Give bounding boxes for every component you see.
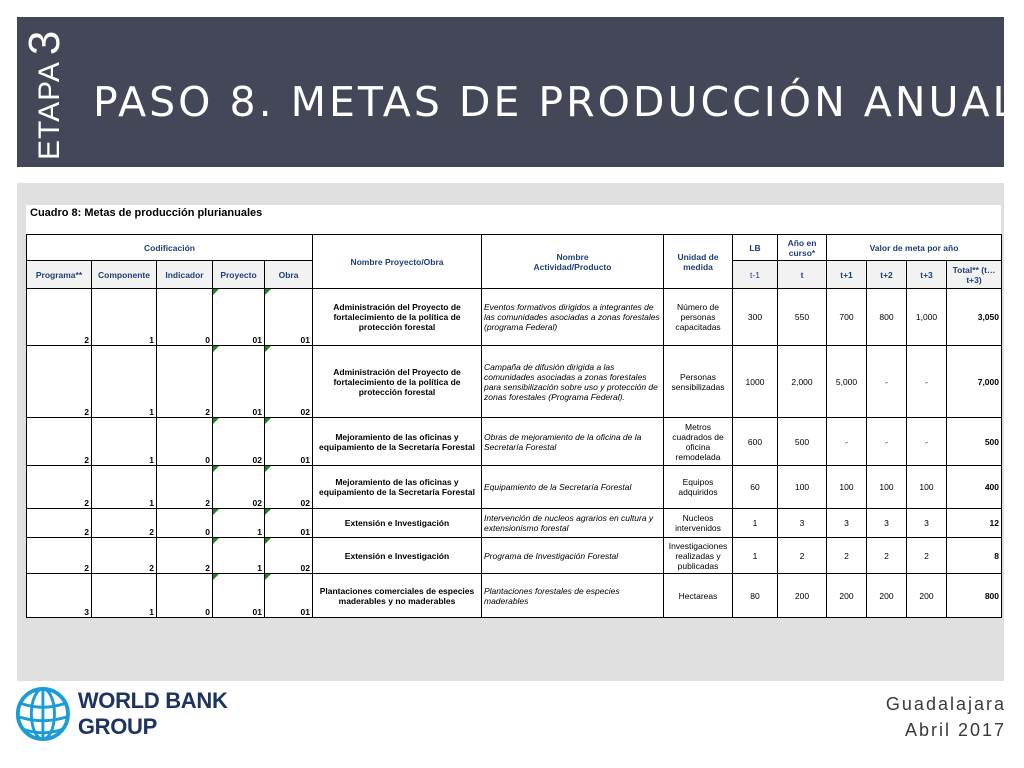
cell-t-minus-1: 80 [733, 574, 778, 618]
header-nombre-proyecto: Nombre Proyecto/Obra [313, 235, 482, 289]
cell-programa: 2 [27, 509, 92, 538]
header-programa: Programa** [27, 261, 92, 289]
cell-t-plus-1: 700 [827, 289, 867, 346]
cell-actividad: Equipamiento de la Secretaría Forestal [482, 466, 664, 509]
header-proyecto: Proyecto [213, 261, 265, 289]
header-total: Total** (t…t+3) [947, 261, 1002, 289]
cell-total: 800 [947, 574, 1002, 618]
cell-unidad: Metros cuadrados de oficina remodelada [664, 418, 733, 466]
footer-date: Abril 2017 [904, 720, 1006, 740]
cell-actividad: Programa de Investigación Forestal [482, 538, 664, 574]
cell-nombre-proyecto: Mejoramiento de las oficinas y equipamiento de la Secretaría Forestal [313, 418, 482, 466]
header-t-plus-2: t+2 [867, 261, 907, 289]
cell-indicador: 0 [157, 574, 213, 618]
cell-t-plus-1: 200 [827, 574, 867, 618]
cell-nombre-proyecto: Mejoramiento de las oficinas y equipamiento de la Secretaría Forestal [313, 466, 482, 509]
footer-city: Guadalajara [885, 694, 1006, 714]
cell-t-minus-1: 600 [733, 418, 778, 466]
cell-indicador: 2 [157, 466, 213, 509]
cell-nombre-proyecto: Extensión e Investigación [313, 509, 482, 538]
cell-t: 3 [778, 509, 827, 538]
table-row [27, 418, 1002, 466]
cell-t-plus-1: - [827, 418, 867, 466]
cell-t-minus-1: 300 [733, 289, 778, 346]
table-row [27, 574, 1002, 618]
cell-proyecto: 02 [213, 466, 265, 509]
header-valor-meta: Valor de meta por año [827, 235, 1002, 261]
header-codificacion: Codificación [27, 235, 313, 261]
table-row [27, 289, 1002, 346]
table-row [27, 538, 1002, 574]
header-anio-curso: Año en curso* [778, 235, 827, 261]
cell-total: 7,000 [947, 346, 1002, 418]
header-componente: Componente [92, 261, 157, 289]
cell-t: 200 [778, 574, 827, 618]
cell-t-plus-3: 3 [907, 509, 947, 538]
cell-programa: 2 [27, 289, 92, 346]
header-t-plus-1: t+1 [827, 261, 867, 289]
cell-indicador: 0 [157, 289, 213, 346]
cell-componente: 1 [92, 289, 157, 346]
cell-proyecto: 01 [213, 289, 265, 346]
cell-programa: 2 [27, 538, 92, 574]
cell-proyecto: 02 [213, 418, 265, 466]
cell-actividad: Plantaciones forestales de especies maderables [482, 574, 664, 618]
cell-t-plus-2: 100 [867, 466, 907, 509]
cell-actividad: Intervención de nucleos agrarios en cultura y extensionismo forestal [482, 509, 664, 538]
cell-obra: 01 [265, 509, 313, 538]
cell-actividad: Eventos formativos dirigidos a integrantes de las comunidades asociadas a zonas forestales (programa Federal) [482, 289, 664, 346]
slide-title: PASO 8. METAS DE PRODUCCIÓN ANUAL [93, 78, 1019, 126]
cell-proyecto: 01 [213, 346, 265, 418]
table-caption: Cuadro 8: Metas de producción plurianuales [30, 207, 263, 219]
cell-unidad: Hectareas [664, 574, 733, 618]
cell-componente: 2 [92, 538, 157, 574]
cell-componente: 2 [92, 509, 157, 538]
cell-obra: 01 [265, 418, 313, 466]
cell-t-plus-2: 2 [867, 538, 907, 574]
cell-programa: 2 [27, 418, 92, 466]
cell-unidad: Nucleos intervenidos [664, 509, 733, 538]
header-nombre-actividad-line2: Actividad/Producto [533, 261, 612, 272]
cell-unidad: Número de personas capacitadas [664, 289, 733, 346]
cell-t: 550 [778, 289, 827, 346]
header-t-minus-1: t-1 [733, 261, 778, 289]
cell-proyecto: 01 [213, 574, 265, 618]
cell-t: 2,000 [778, 346, 827, 418]
cell-t-plus-3: - [907, 346, 947, 418]
cell-obra: 02 [265, 538, 313, 574]
cell-programa: 2 [27, 346, 92, 418]
header-obra: Obra [265, 261, 313, 289]
cell-indicador: 0 [157, 418, 213, 466]
cell-indicador: 2 [157, 538, 213, 574]
cell-unidad: Personas sensibilizadas [664, 346, 733, 418]
cell-indicador: 2 [157, 346, 213, 418]
cell-t-plus-3: 200 [907, 574, 947, 618]
cell-total: 400 [947, 466, 1002, 509]
header-nombre-actividad-line1: Nombre [556, 251, 589, 262]
cell-indicador: 0 [157, 509, 213, 538]
cell-programa: 3 [27, 574, 92, 618]
cell-t-plus-2: 200 [867, 574, 907, 618]
cell-t-plus-2: - [867, 418, 907, 466]
cell-unidad: Equipos adquiridos [664, 466, 733, 509]
table-row [27, 466, 1002, 509]
globe-icon [14, 684, 72, 744]
cell-t: 2 [778, 538, 827, 574]
cell-componente: 1 [92, 418, 157, 466]
cell-t-plus-1: 3 [827, 509, 867, 538]
cell-obra: 01 [265, 574, 313, 618]
cell-t-plus-3: 1,000 [907, 289, 947, 346]
cell-total: 12 [947, 509, 1002, 538]
cell-t-plus-1: 100 [827, 466, 867, 509]
header-indicador: Indicador [157, 261, 213, 289]
cell-t: 500 [778, 418, 827, 466]
header-unidad: Unidad de medida [664, 235, 733, 289]
cell-nombre-proyecto: Plantaciones comerciales de especies maderables y no maderables [313, 574, 482, 618]
cell-t-plus-1: 5,000 [827, 346, 867, 418]
header-t: t [778, 261, 827, 289]
table-row [27, 346, 1002, 418]
stage-number: 3 [20, 30, 69, 56]
header-t-plus-3: t+3 [907, 261, 947, 289]
cell-t-plus-3: 2 [907, 538, 947, 574]
cell-nombre-proyecto: Administración del Proyecto de fortalecimiento de la política de protección forestal [313, 346, 482, 418]
cell-obra: 02 [265, 466, 313, 509]
production-goals-table [26, 234, 1002, 618]
cell-t-minus-1: 60 [733, 466, 778, 509]
world-bank-logo [14, 683, 304, 745]
header-lb: LB [733, 235, 778, 261]
cell-t-plus-2: 3 [867, 509, 907, 538]
cell-total: 8 [947, 538, 1002, 574]
cell-t-plus-2: - [867, 346, 907, 418]
cell-t-minus-1: 1 [733, 538, 778, 574]
table-row [27, 509, 1002, 538]
stage-label [20, 0, 70, 160]
cell-total: 3,050 [947, 289, 1002, 346]
cell-obra: 01 [265, 289, 313, 346]
cell-proyecto: 1 [213, 509, 265, 538]
cell-t-plus-2: 800 [867, 289, 907, 346]
cell-componente: 1 [92, 346, 157, 418]
cell-componente: 1 [92, 574, 157, 618]
cell-t-plus-3: 100 [907, 466, 947, 509]
cell-programa: 2 [27, 466, 92, 509]
cell-t-minus-1: 1000 [733, 346, 778, 418]
cell-proyecto: 1 [213, 538, 265, 574]
cell-actividad: Campaña de difusión dirigida a las comunidades asociadas a zonas forestales para sensibilización sobre uso y protección de zonas forestales (Programa Federal). [482, 346, 664, 418]
cell-actividad: Obras de mejoramiento de la oficina de la Secretaría Forestal [482, 418, 664, 466]
cell-componente: 1 [92, 466, 157, 509]
cell-t-plus-1: 2 [827, 538, 867, 574]
cell-t-plus-3: - [907, 418, 947, 466]
header-nombre-actividad [482, 235, 664, 289]
cell-total: 500 [947, 418, 1002, 466]
cell-t-minus-1: 1 [733, 509, 778, 538]
cell-unidad: Investigaciones realizadas y publicadas [664, 538, 733, 574]
cell-obra: 02 [265, 346, 313, 418]
stage-word: ETAPA [33, 61, 66, 160]
cell-nombre-proyecto: Administración del Proyecto de fortalecimiento de la política de protección forestal [313, 289, 482, 346]
logo-text: WORLD BANK GROUP [77, 688, 228, 739]
cell-nombre-proyecto: Extensión e Investigación [313, 538, 482, 574]
cell-t: 100 [778, 466, 827, 509]
